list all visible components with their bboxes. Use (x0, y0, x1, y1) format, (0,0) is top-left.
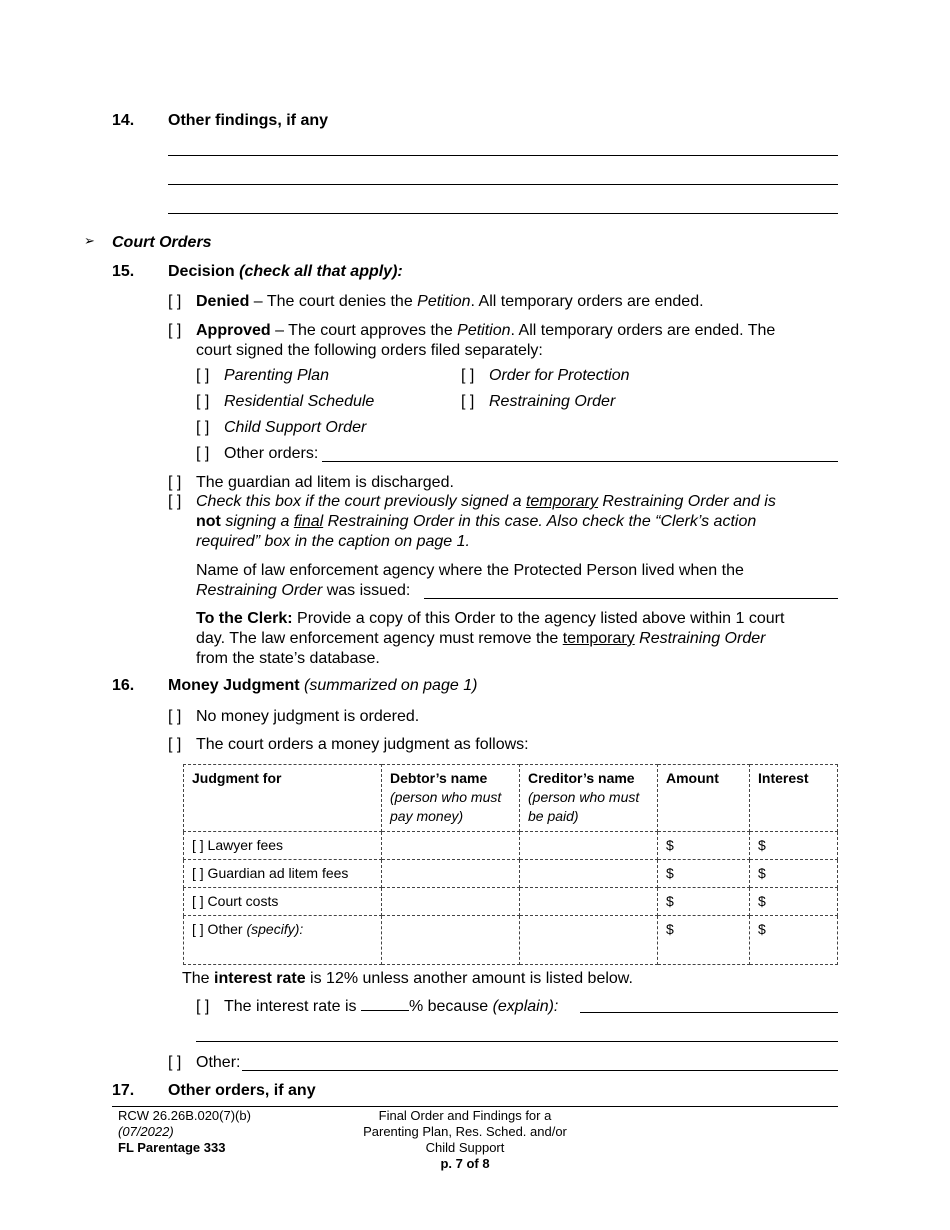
header-interest (750, 765, 838, 832)
other-money-checkbox[interactable]: [ ] (168, 1054, 182, 1071)
parenting-plan-label: Parenting Plan (224, 367, 329, 384)
agency-line-2: was issued: (322, 582, 411, 599)
approved-petition: Petition (457, 322, 511, 339)
check-text-e: required” box in the caption on page 1. (196, 533, 470, 550)
row-lawyer-fees-label[interactable]: [ ] Lawyer fees (184, 832, 382, 860)
footer-center (345, 1108, 585, 1172)
section-17-title: Other orders, if any (168, 1082, 316, 1099)
decision-note: (check all that apply): (239, 263, 403, 280)
section-15-title (168, 263, 403, 281)
clerk-text-1: Provide a copy of this Order to the agency listed above within 1 court (292, 610, 785, 627)
clerk-temporary: temporary (562, 630, 635, 647)
check-not: not (196, 513, 221, 530)
creditor-cell[interactable] (520, 916, 658, 965)
denied-option[interactable] (168, 292, 704, 312)
header-judgment-for-title: Judgment for (192, 770, 282, 786)
debtor-cell[interactable] (382, 888, 520, 916)
interest-rate-option[interactable] (196, 995, 558, 1017)
clerk-instructions (196, 609, 836, 669)
header-debtor (382, 765, 520, 832)
parenting-plan-checkbox[interactable]: [ ] (196, 367, 210, 384)
denied-text: – The court denies the (249, 293, 418, 310)
money-judgment-text: The court orders a money judgment as follows: (196, 736, 529, 753)
footer-divider (112, 1106, 838, 1107)
interest-cell[interactable]: $ (750, 916, 838, 965)
footer-date: (07/2022) (118, 1124, 174, 1139)
findings-line-3[interactable] (168, 213, 838, 214)
restraining-order-checkbox[interactable]: [ ] (461, 393, 475, 410)
check-text-c: signing a (220, 513, 294, 530)
money-judgment-option[interactable] (168, 735, 529, 755)
header-creditor-title: Creditor’s name (528, 770, 635, 786)
court-orders-heading: Court Orders (112, 234, 212, 251)
check-text-d: Restraining Order in this case. Also check the “Clerk’s action (323, 513, 757, 530)
agency-ro: Restraining Order (196, 582, 323, 599)
denied-text-end: . All temporary orders are ended. (470, 293, 704, 310)
check-final: final (293, 513, 324, 530)
creditor-cell[interactable] (520, 832, 658, 860)
section-14-title: Other findings, if any (168, 112, 329, 129)
header-debtor-title: Debtor’s name (390, 770, 488, 786)
footer-title-2: Parenting Plan, Res. Sched. and/or (363, 1124, 567, 1139)
gal-text: The guardian ad litem is discharged. (196, 474, 454, 491)
clerk-label: To the Clerk: (196, 610, 293, 627)
section-15-number: 15. (112, 263, 135, 280)
header-creditor (520, 765, 658, 832)
check-temporary: temporary (525, 493, 598, 510)
other-orders-label: Other orders: (224, 445, 319, 462)
debtor-cell[interactable] (382, 832, 520, 860)
approved-text-end: . All temporary orders are ended. The (510, 322, 776, 339)
rate-text-c: The interest rate is (224, 998, 361, 1015)
footer-title-1: Final Order and Findings for a (378, 1108, 552, 1123)
money-judgment-checkbox[interactable]: [ ] (168, 736, 182, 753)
approved-text: – The court approves the (270, 322, 458, 339)
row-court-costs-label[interactable]: [ ] Court costs (184, 888, 382, 916)
order-residential-schedule[interactable] (196, 392, 374, 412)
order-parenting-plan[interactable] (196, 366, 329, 386)
other-orders-option[interactable] (196, 444, 318, 464)
no-money-judgment-option[interactable] (168, 707, 419, 727)
agency-field[interactable] (424, 598, 838, 599)
approved-checkbox[interactable]: [ ] (168, 322, 182, 339)
rate-bold: interest rate (214, 970, 306, 987)
order-protection-checkbox[interactable]: [ ] (461, 367, 475, 384)
amount-cell[interactable]: $ (658, 888, 750, 916)
interest-rate-checkbox[interactable]: [ ] (196, 998, 210, 1015)
other-orders-checkbox[interactable]: [ ] (196, 445, 210, 462)
debtor-cell[interactable] (382, 860, 520, 888)
section-17-number: 17. (112, 1082, 135, 1099)
section-14-number: 14. (112, 112, 135, 129)
order-protection[interactable] (461, 366, 630, 386)
agency-line-1: Name of law enforcement agency where the Protected Person lived when the (196, 562, 744, 579)
money-judgment-label: Money Judgment (168, 677, 300, 694)
other-money-label: Other: (196, 1054, 241, 1071)
clerk-ro: Restraining Order (634, 630, 766, 647)
rate-text-a: The (182, 970, 215, 987)
decision-label: Decision (168, 263, 235, 280)
money-judgment-note: (summarized on page 1) (299, 677, 478, 694)
explain-field-1[interactable] (580, 1012, 838, 1013)
rate-text-b: is 12% unless another amount is listed below. (305, 970, 633, 987)
clerk-text-3: from the state’s database. (196, 650, 380, 667)
temporary-ro-text (196, 492, 836, 552)
order-restraining[interactable] (461, 392, 615, 412)
amount-cell[interactable]: $ (658, 832, 750, 860)
arrow-bullet-icon: ➢ (84, 234, 95, 249)
creditor-cell[interactable] (520, 888, 658, 916)
gal-checkbox[interactable]: [ ] (168, 474, 182, 491)
denied-checkbox[interactable]: [ ] (168, 293, 182, 310)
denied-petition: Petition (417, 293, 471, 310)
restraining-order-label: Restraining Order (489, 393, 616, 410)
order-child-support[interactable] (196, 418, 366, 438)
interest-rate-statement (182, 969, 633, 989)
amount-cell[interactable]: $ (658, 916, 750, 965)
creditor-cell[interactable] (520, 860, 658, 888)
residential-schedule-checkbox[interactable]: [ ] (196, 393, 210, 410)
footer-form-number: FL Parentage 333 (118, 1140, 226, 1155)
header-creditor-note: (person who must be paid) (528, 789, 640, 824)
money-judgment-table (183, 764, 838, 965)
amount-cell[interactable]: $ (658, 860, 750, 888)
row-other-label[interactable] (184, 916, 382, 965)
section-16-number: 16. (112, 677, 135, 694)
row-other-note: (specify): (246, 921, 304, 937)
other-orders-field[interactable] (322, 461, 838, 462)
row-other-text: [ ] Other (192, 921, 247, 937)
gal-discharged-option[interactable] (168, 473, 454, 493)
no-money-judgment-text: No money judgment is ordered. (196, 708, 420, 725)
check-text-b: Restraining Order and is (597, 493, 776, 510)
table-row[interactable] (184, 832, 838, 860)
table-row[interactable] (184, 860, 838, 888)
approved-option[interactable] (168, 321, 775, 341)
table-header-row (184, 765, 838, 832)
clerk-text-2: day. The law enforcement agency must remove the (196, 630, 563, 647)
residential-schedule-label: Residential Schedule (224, 393, 375, 410)
rate-text-d: % because (408, 998, 493, 1015)
no-money-judgment-checkbox[interactable]: [ ] (168, 708, 182, 725)
child-support-checkbox[interactable]: [ ] (196, 419, 210, 436)
table-row[interactable] (184, 916, 838, 965)
row-gal-fees-label[interactable]: [ ] Guardian ad litem fees (184, 860, 382, 888)
footer-page-number: p. 7 of 8 (440, 1156, 490, 1171)
rate-explain: (explain): (492, 998, 559, 1015)
findings-line-1[interactable] (168, 155, 838, 156)
approved-label: Approved (196, 322, 271, 339)
interest-cell[interactable]: $ (750, 888, 838, 916)
temporary-ro-checkbox[interactable]: [ ] (168, 493, 182, 510)
debtor-cell[interactable] (382, 916, 520, 965)
denied-label: Denied (196, 293, 250, 310)
interest-cell[interactable]: $ (750, 860, 838, 888)
explain-field-2[interactable] (196, 1041, 838, 1042)
header-interest-title: Interest (758, 770, 809, 786)
child-support-label: Child Support Order (224, 419, 367, 436)
section-16-title (168, 677, 477, 695)
check-text-a: Check this box if the court previously signed a (196, 493, 526, 510)
header-judgment-for (184, 765, 382, 832)
interest-cell[interactable]: $ (750, 832, 838, 860)
findings-line-2[interactable] (168, 184, 838, 185)
header-amount (658, 765, 750, 832)
other-money-option[interactable] (168, 1053, 240, 1073)
footer-left (118, 1108, 251, 1156)
order-protection-label: Order for Protection (489, 367, 630, 384)
table-row[interactable] (184, 888, 838, 916)
footer-title-3: Child Support (425, 1140, 505, 1155)
footer-rcw: RCW 26.26B.020(7)(b) (118, 1108, 251, 1123)
interest-rate-field[interactable] (361, 995, 409, 1011)
agency-label (196, 561, 744, 601)
header-amount-title: Amount (666, 770, 719, 786)
header-debtor-note: (person who must pay money) (390, 789, 502, 824)
approved-line-2: court signed the following orders filed separately: (196, 342, 543, 359)
other-money-field[interactable] (242, 1070, 838, 1071)
